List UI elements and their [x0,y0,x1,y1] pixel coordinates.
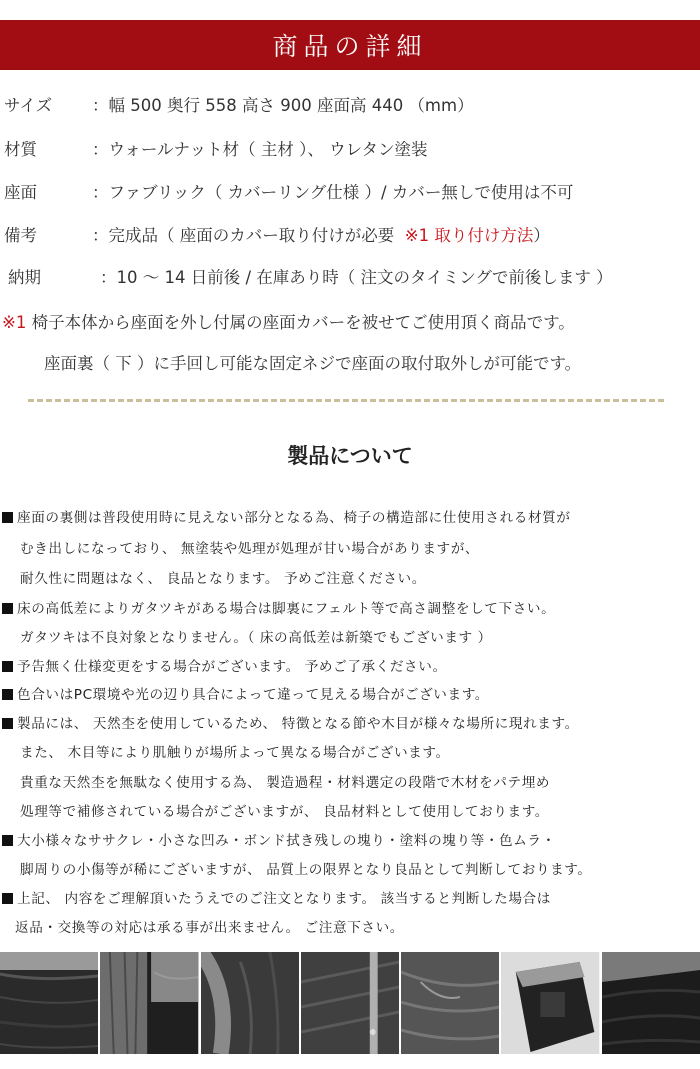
wood-photo [501,952,599,1054]
note-text-1: 椅子本体から座面を外し付属の座面カバーを被せてご使用頂く商品です。 [26,313,575,332]
bullet-line: 大小様々なササクレ・小さな凹み・ボンド拭き残しの塊り・塗料の塊り等・色ムラ・ [2,829,556,849]
wood-photo [401,952,499,1054]
bullet-square-icon [2,718,13,729]
bullet-line-cont: 耐久性に問題はなく、 良品となります。 予めご注意ください。 [20,571,426,587]
wood-photo [0,952,98,1054]
spec-value-end: ） [533,226,550,245]
spec-label: 納期 [8,268,41,287]
spec-value: ：10 ～ 14 日前後 / 在庫あり時（ 注文のタイミングで前後します ） [100,268,613,287]
bullet-square-icon [2,689,13,700]
spec-value: ：幅 500 奥行 558 高さ 900 座面高 440 （mm） [92,96,474,115]
bullet-square-icon [2,835,13,846]
bullet-line-cont: 返品・交換等の対応は承る事が出来ません。 ご注意下さい。 [15,920,404,936]
wood-photo-strip [0,952,700,1054]
bullet-line: 色合いはPC環境や光の辺り具合によって違って見える場合がございます。 [2,683,489,703]
note-line-1 [2,309,575,333]
note-line-2 [44,350,581,374]
wood-photo [301,952,399,1054]
bullet-line: 床の高低差によりガタツキがある場合は脚裏にフェルト等で高さ調整をして下さい。 [2,597,555,617]
bullet-line: 上記、 内容をご理解頂いたうえでのご注文となります。 該当すると判断した場合は [2,887,551,907]
bullet-line: 製品には、 天然杢を使用しているため、 特徴となる節や木目が様々な場所に現れます。 [2,712,579,732]
spec-label: 座面 [4,183,37,202]
bullet-line-cont: ガタツキは不良対象となりません。（ 床の高低差は新築でもございます ） [20,630,492,646]
product-title: 製品について [287,444,413,468]
bullet-line-cont: 処理等で補修されている場合がございますが、 良品材料として使用しております。 [20,804,549,820]
dashed-divider [28,399,664,402]
spec-label: サイズ [4,96,53,115]
wood-photo [602,952,700,1054]
bullet-line: 座面の裏側は普段使用時に見えない部分となる為、椅子の構造部に仕使用される材質が [2,506,571,526]
install-method-link[interactable]: ※1 取り付け方法 [404,226,534,245]
bullet-line-cont: むき出しになっており、 無塗装や処理が処理が甘い場合がありますが、 [20,541,480,557]
spec-value: ：ウォールナット材（ 主材 ）、 ウレタン塗装 [92,140,428,159]
bullet-line: 予告無く仕様変更をする場合がございます。 予めご了承ください。 [2,655,447,675]
spec-value-text: ：完成品（ 座面のカバー取り付けが必要 [92,226,395,245]
note-marker: ※1 [2,313,27,332]
bullet-square-icon [2,661,13,672]
spec-label: 材質 [4,140,37,159]
bullet-square-icon [2,512,13,523]
wood-photo [201,952,299,1054]
spec-label: 備考 [4,226,37,245]
section-title: 商品の詳細 [272,32,428,61]
section-header [0,20,700,70]
bullet-square-icon [2,893,13,904]
bullet-line-cont: 脚周りの小傷等が稀にございますが、 品質上の限界となり良品として判断しております。 [20,862,592,878]
bullet-line-cont: 貴重な天然杢を無駄なく使用する為、 製造過程・材料選定の段階で木材をパテ埋め [20,775,551,791]
bullet-line-cont: また、 木目等により肌触りが場所よって異なる場合がございます。 [20,745,450,761]
spec-value [92,222,550,246]
spec-value: ：ファブリック（ カバーリング仕様 ）/ カバー無しで使用は不可 [92,183,574,202]
bullet-square-icon [2,603,13,614]
note-text-2: 座面裏（ 下 ）に手回し可能な固定ネジで座面の取付取外しが可能です。 [44,354,582,373]
wood-photo [100,952,198,1054]
